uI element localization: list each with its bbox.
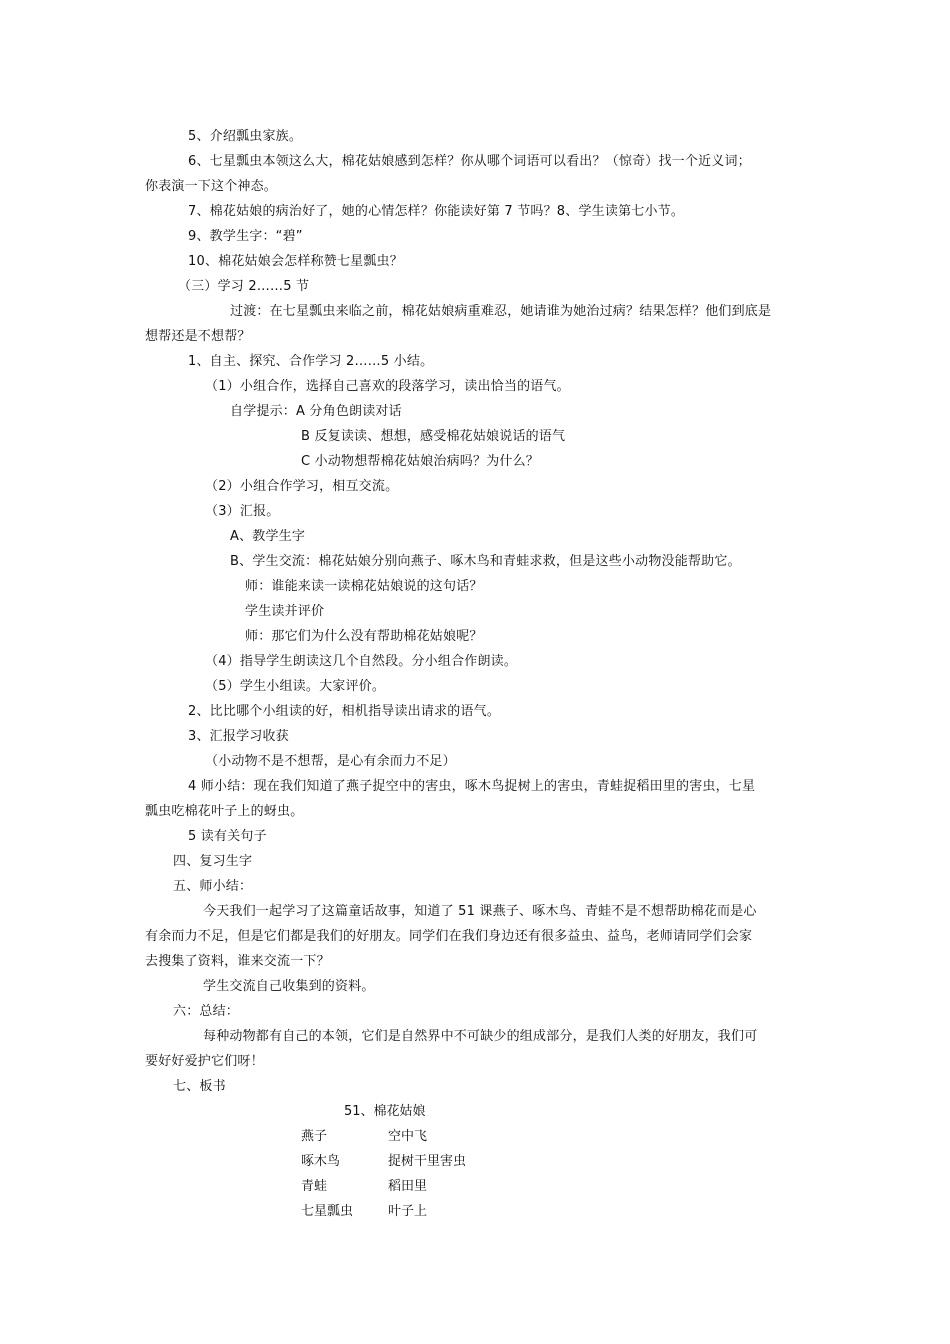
text-line: 1、自主、探究、合作学习 2……5 小结。 — [188, 354, 434, 369]
text-line: （2）小组合作学习，相互交流。 — [205, 479, 399, 494]
text-line: B、学生交流：棉花姑娘分别向燕子、啄木鸟和青蛙求救，但是这些小动物没能帮助它。 — [230, 554, 741, 569]
board-place: 捉树干里害虫 — [388, 1154, 467, 1169]
text-line: 10、棉花姑娘会怎样称赞七星瓢虫？ — [188, 254, 403, 269]
board-animal: 青蛙 — [301, 1179, 328, 1194]
text-line: 过渡：在七星瓢虫来临之前，棉花姑娘病重难忍，她请谁为她治过病？结果怎样？他们到底是 — [230, 304, 772, 319]
text-line: 要好好爱护它们呀！ — [145, 1054, 264, 1069]
text-line: 学生交流自己收集到的资料。 — [203, 979, 375, 994]
text-line: 师：那它们为什么没有帮助棉花姑娘呢？ — [245, 629, 483, 644]
text-line: C 小动物想帮棉花姑娘治病吗？为什么？ — [301, 454, 540, 469]
text-line: 师：谁能来读一读棉花姑娘说的这句话？ — [245, 579, 483, 594]
text-line: 7、棉花姑娘的病治好了，她的心情怎样？你能读好第 7 节吗？8、学生读第七小节。 — [188, 204, 685, 219]
board-place: 稻田里 — [388, 1179, 428, 1194]
text-line: B 反复读读、想想，感受棉花姑娘说话的语气 — [301, 429, 566, 444]
text-line: 6、七星瓢虫本领这么大，棉花姑娘感到怎样？你从哪个词语可以看出？（惊奇）找一个近义词； — [188, 154, 751, 169]
text-line: 你表演一下这个神态。 — [145, 179, 278, 194]
text-line: 想帮还是不想帮？ — [145, 329, 251, 344]
text-line: 今天我们一起学习了这篇童话故事，知道了 51 课燕子、啄木鸟、青蛙不是不想帮助棉花而是心 — [203, 904, 757, 919]
text-line: （1）小组合作，选择自己喜欢的段落学习，读出恰当的语气。 — [205, 379, 570, 394]
board-title: 51、棉花姑娘 — [344, 1104, 426, 1119]
text-line: （5）学生小组读。大家评价。 — [205, 679, 386, 694]
section-heading: （三）学习 2……5 节 — [178, 279, 310, 294]
board-place: 叶子上 — [388, 1204, 428, 1219]
text-line: 5、介绍瓢虫家族。 — [188, 129, 303, 144]
section-heading: 六：总结： — [173, 1004, 240, 1019]
text-line: （小动物不是不想帮，是心有余而力不足） — [205, 754, 456, 769]
board-animal: 啄木鸟 — [301, 1154, 341, 1169]
board-animal: 七星瓢虫 — [301, 1204, 354, 1219]
text-line: （3）汇报。 — [205, 504, 280, 519]
text-line: 3、汇报学习收获 — [188, 729, 289, 744]
text-line: 9、教学生字：“碧” — [188, 229, 303, 244]
section-heading: 四、复习生字 — [173, 854, 253, 869]
text-line: 去搜集了资料，谁来交流一下？ — [145, 954, 330, 969]
text-line: 瓢虫吃棉花叶子上的蚜虫。 — [145, 804, 304, 819]
text-line: 4 师小结：现在我们知道了燕子捉空中的害虫，啄木鸟捉树上的害虫，青蛙捉稻田里的害虫，七星 — [188, 779, 756, 794]
section-heading: 五、师小结： — [173, 879, 253, 894]
board-animal: 燕子 — [301, 1129, 328, 1144]
text-line: 2、比比哪个小组读的好，相机指导读出请求的语气。 — [188, 704, 501, 719]
text-line: 每种动物都有自己的本领，它们是自然界中不可缺少的组成部分，是我们人类的好朋友，我们可 — [203, 1029, 758, 1044]
text-line: A、教学生字 — [230, 529, 306, 544]
text-line: 有余而力不足，但是它们都是我们的好朋友。同学们在我们身边还有很多益虫、益鸟，老师请同学们会家 — [145, 929, 753, 944]
board-place: 空中飞 — [388, 1129, 428, 1144]
text-line: 5 读有关句子 — [188, 829, 267, 844]
text-line: 学生读并评价 — [245, 604, 325, 619]
text-line: 自学提示：A 分角色朗读对话 — [230, 404, 402, 419]
section-heading: 七、板书 — [173, 1079, 226, 1094]
text-line: （4）指导学生朗读这几个自然段。分小组合作朗读。 — [205, 654, 518, 669]
